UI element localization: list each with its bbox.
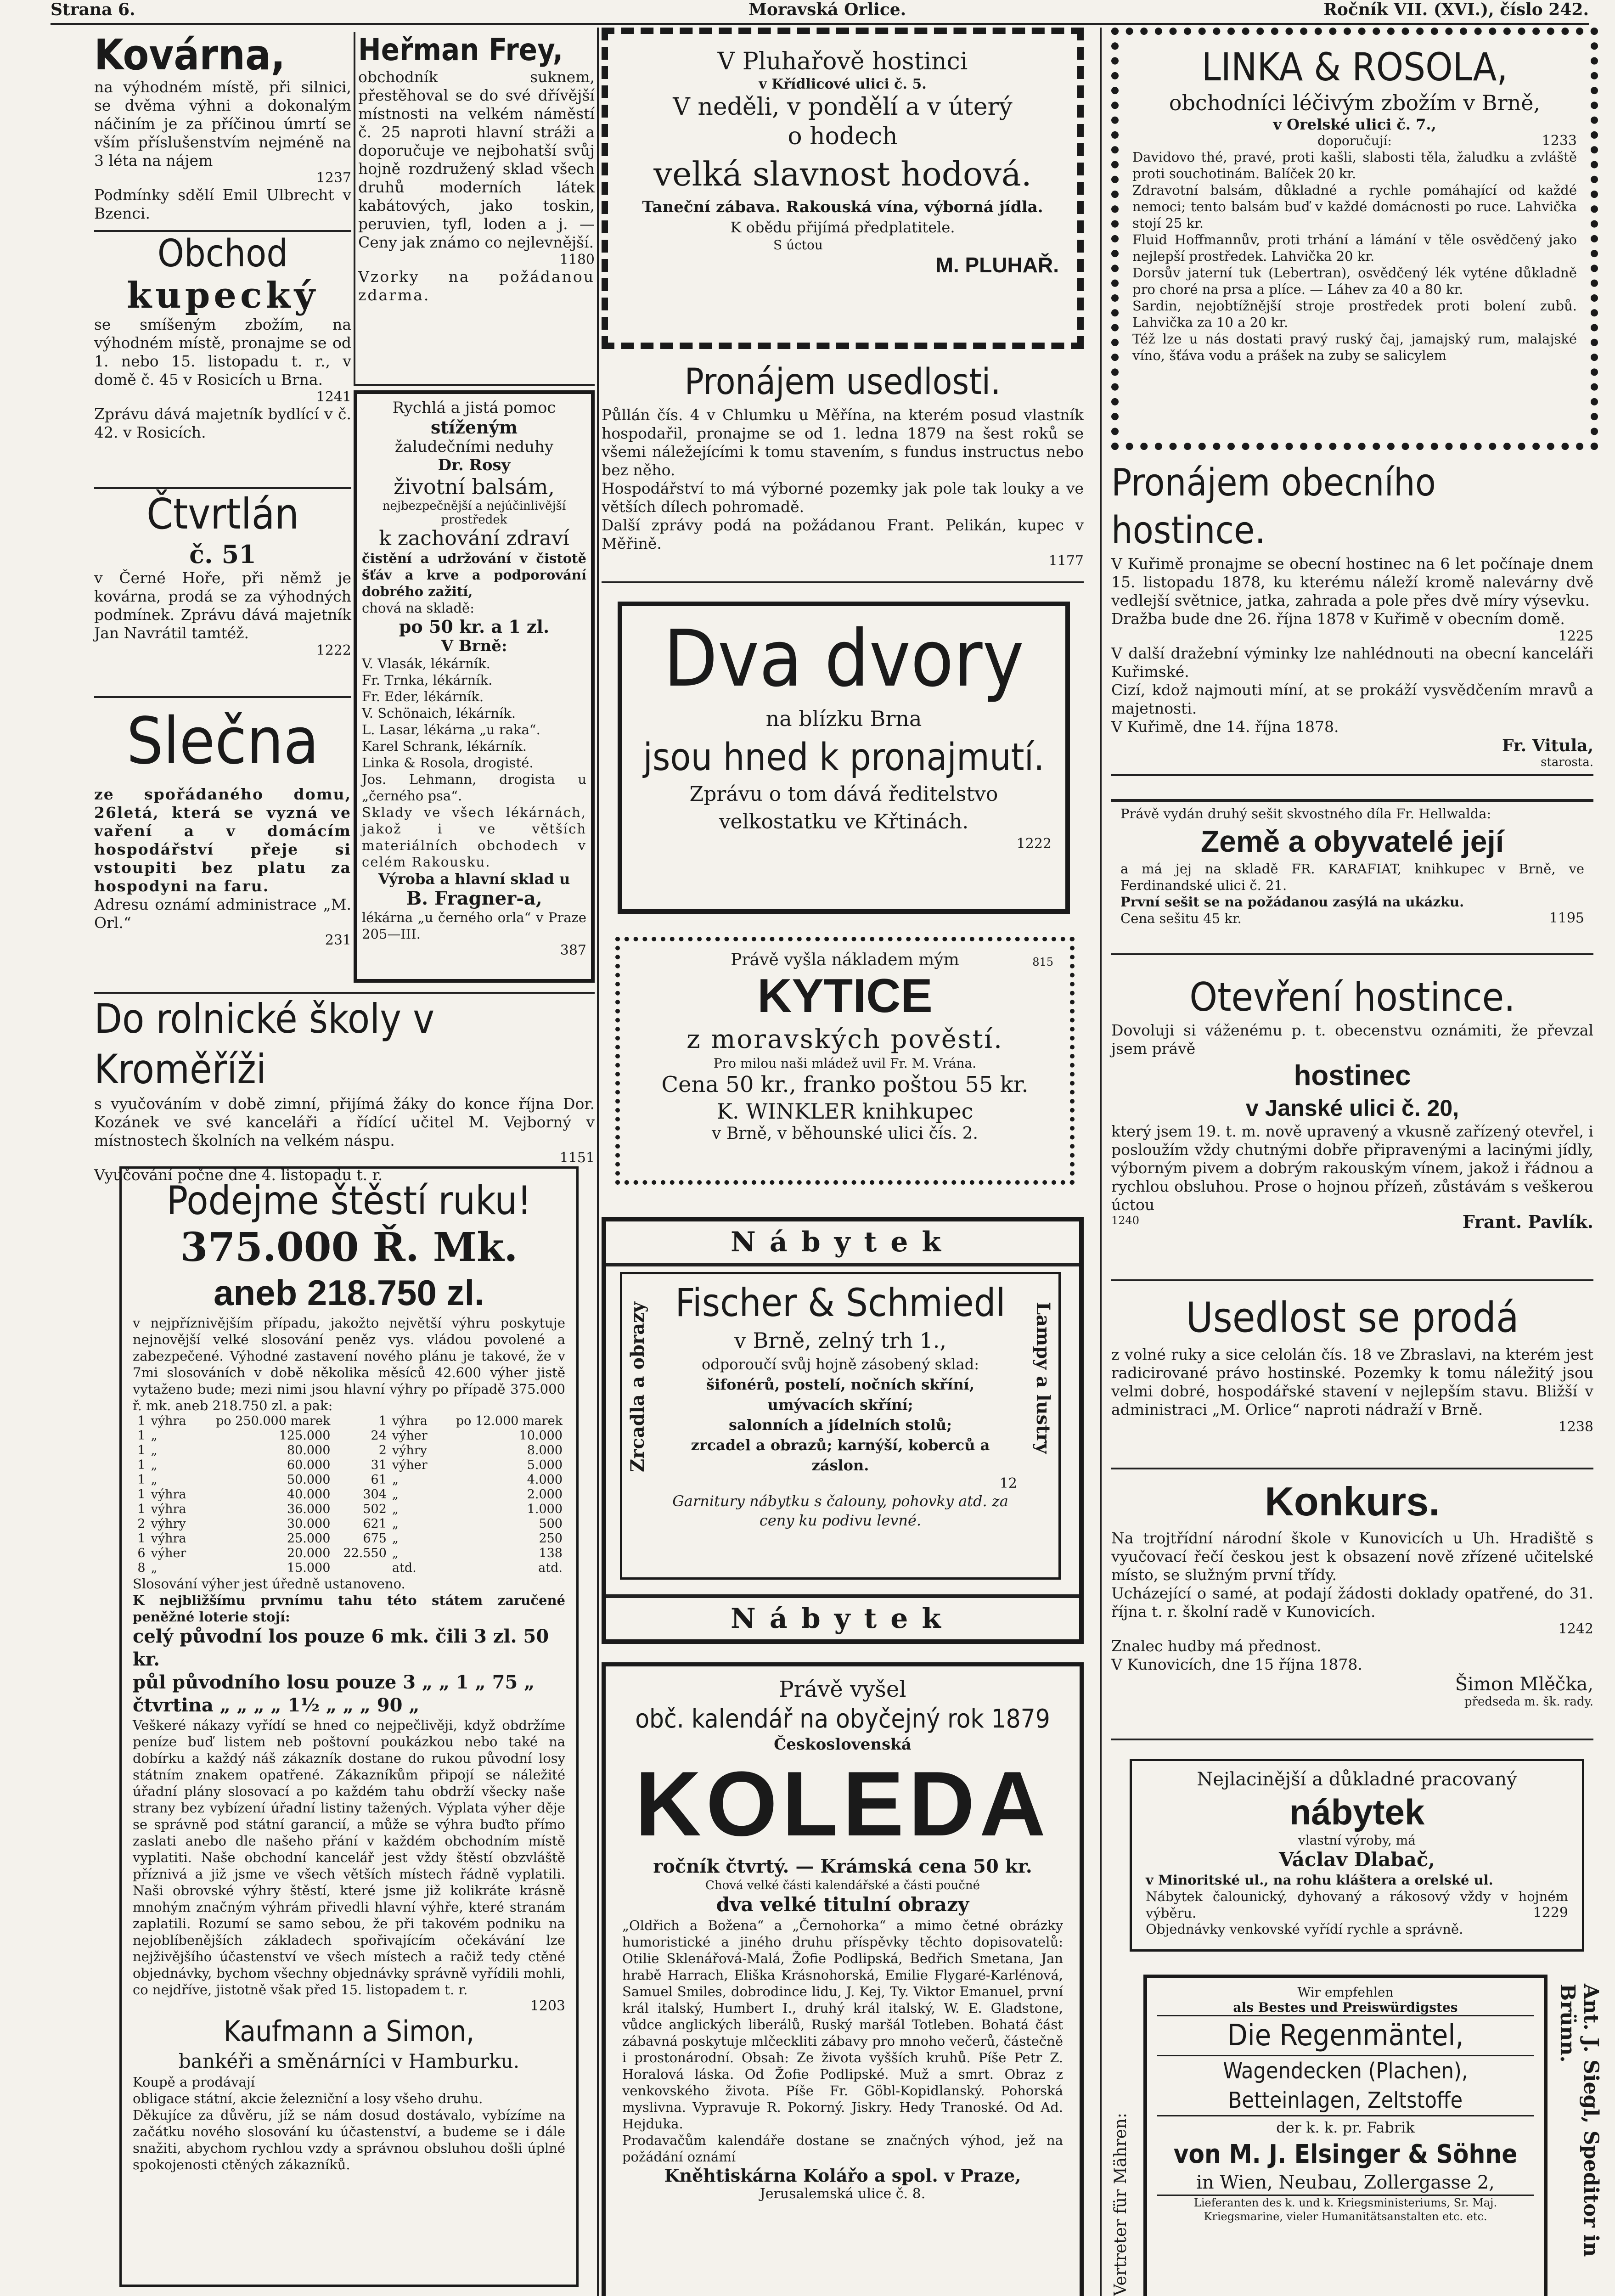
otevreni-sign: Frant. Pavlík. (1462, 1211, 1593, 1232)
elsinger-l5: der k. k. pr. Fabrik (1276, 2119, 1415, 2136)
lottery-win-row (133, 1546, 565, 1561)
slecna-num: 231 (325, 932, 351, 948)
lottery-win-cell: 5.000 (527, 1458, 563, 1472)
hostinec-date: V Kuřimě, dne 14. října 1878. (1111, 718, 1339, 736)
elsinger-l6: von M. J. Elsinger & Söhne (1173, 2139, 1518, 2169)
obchod-contact: Zprávu dává majetník bydlící v č. 42. v Rosicích. (94, 405, 351, 441)
balsam-dealer: V. Vlasák, lékárník. (362, 656, 490, 671)
elsinger-l7: in Wien, Neubau, Zollergasse 2, (1196, 2172, 1495, 2193)
koleda-l9: Jerusalemská ulice č. 8. (760, 2186, 926, 2202)
lottery-deal2: obligace státní, akcie železniční a losy všeho druhu. (133, 2091, 483, 2106)
lottery-win-cell: 1 (137, 1414, 146, 1428)
paper-title: Moravská Orlice. (748, 0, 906, 19)
lottery-thanks: Děkujíce za důvěru, jíž se nám dosud dostávalo, vybízíme na začátku nového slosování ku účastenství, a budeme se i dále snažiti, abychom rychlou vzdy a správnou obsluhou došli úplné spokojenosti ctěných zákazníků. (133, 2107, 565, 2172)
lottery-win-cell: výhra (151, 1531, 186, 1546)
otevreni-num: 1240 (1111, 1214, 1140, 1227)
rolnicka-start: Vyučování počne dne 4. listopadu t. r. (94, 1166, 383, 1184)
kytice-l6: v Brně, v běhounské ulici čís. 2. (712, 1124, 978, 1143)
nabytek-l1: odporoučí svůj hojně zásobený sklad: (701, 1356, 979, 1373)
nabytek-l4: zrcadel a obrazů; karnýší, koberců a záslon. (691, 1436, 990, 1474)
lottery-win-cell: 304 (363, 1487, 387, 1502)
lottery-win-cell: 250 (539, 1531, 563, 1546)
balsam-l5: životní balsám, (394, 474, 555, 499)
linka-l3: doporučují: (1317, 133, 1392, 148)
usedlost-body3: Další zprávy podá na požádanou Frant. Pelikán, kupec v Měřině. (602, 516, 1084, 552)
hostinec-num: 1225 (1558, 628, 1593, 644)
lottery-win-cell: 80.000 (287, 1443, 331, 1458)
lottery-win-cell: 31 (371, 1458, 387, 1472)
lottery-win-cell: 500 (539, 1517, 563, 1531)
lottery-win-cell: atd. (538, 1561, 563, 1575)
column-1 (94, 32, 351, 955)
lottery-win-cell: 4.000 (527, 1473, 563, 1487)
lottery-win-cell: 61 (371, 1473, 387, 1487)
usedlost-title: Pronájem usedlosti. (684, 361, 1001, 403)
otevreni-body2: který jsem 19. t. m. nově upravený a vkusně zařízený otevřel, i posloužím vždy chutnými dobře připravenými a lacinými jídly, výborným pivem a dobrým rakouským vínem, jakož i řádnou a rychlou obsluhou. Prose o hojnou přízeň, zůstávám s veškerou úctou (1111, 1122, 1593, 1214)
nabytek-band-bottom: Nábytek (606, 1594, 1079, 1639)
column-2 (354, 32, 595, 983)
balsam-dealer: Fr. Eder, lékárník. (362, 689, 484, 704)
lottery-win-cell: výhra (151, 1502, 186, 1516)
lottery-win-cell: výhra (151, 1487, 186, 1502)
hostinec-sign2: starosta. (1541, 755, 1593, 769)
lottery-title: Podejme štěstí ruku! (166, 1178, 532, 1224)
linka-item: Fluid Hoffmannův, proti trhání a lámání v těle osvědčený jako nejlepší prostředek. Lahvička 20 kr. (1132, 232, 1577, 264)
lottery-win-cell: 125.000 (279, 1429, 331, 1443)
lottery-win-cell: „ (392, 1502, 399, 1516)
ad-dvory (618, 602, 1070, 914)
column-divider (597, 28, 599, 2296)
obchod-title: Obchod (157, 232, 288, 276)
lottery-win-cell: „ (151, 1429, 158, 1443)
ad-konkurs (1111, 1474, 1593, 1740)
zeme-l1: Právě vydán druhý sešit skvostného díla Fr. Hellwalda: (1120, 806, 1491, 822)
dvory-l4: Zprávu o tom dává ředitelstvo velkostatku ve Křtinách. (689, 782, 998, 833)
lottery-win-cell: 20.000 (287, 1546, 331, 1560)
lottery-win-cell: „ (151, 1473, 158, 1487)
koleda-l2: obč. kalendář na obyčejný rok 1879 (635, 1704, 1050, 1734)
lottery-body: Veškeré nákazy vyřídí se hned co nejpečlivěji, když obdržíme peníze buď listem neb poštovní poukázkou nebo také na dobírku a každý náš zákazník dostane do rukou původní losy státním znakem opatřené. Zákazníkům připojí se náležité úřadní plány slosovací a po každém tahu obdrží všecky naše strany bez vybízení úřadní listiny tažených. Výplata výher děje se správně pod státní garancií, a může se výhra buďto přímo zaslati anebo dle našeho přání v každém obchodním místě vyplatiti. Naše obchodní kancelář jest vždy štěstí obzvláště příznivá a již jsme ve všech větších místech řádně vyplatili. Naši obrovské výhry štěstí, které jsme již kolikráte krásně mnohým značným výhrám přivedli hlavní výhře, které stranám zaplatili. Rozumí se samo sebou, že při takovém podniku na nejoblíbenějších základech spořivajícím očekávání lze nejživějšího účastenství ve všech místech a račiž tedy ctěné objednávky, bychom všechny objednávky správně vyřídili mohli, co nejdříve, jistotně však před 15. listopadem t. r. (133, 1717, 565, 1998)
hostinec-body: V Kuřimě pronajme se obecní hostinec na 6 let počínaje dnem 15. listopadu 1878, ku kterému náleží kromě nalevárny dvě vedlejší světnice, jatka, zahrada a pole přes dvě míry výsevku. (1111, 555, 1593, 609)
nabytek-inner (620, 1272, 1061, 1580)
obchod-title2: kupecký (127, 275, 319, 316)
lottery-win-cell: 2 (378, 1443, 387, 1458)
koleda-l8: Kněhtiskárna Kolářo a spol. v Praze, (664, 2165, 1021, 2186)
koleda-l5: Chová velké části kalendářské a části poučné (705, 1879, 980, 1892)
balsam-maker: Výroba a hlavní sklad u (378, 870, 570, 888)
lottery-win-cell: 138 (539, 1546, 563, 1560)
lottery-draw: Slosování výher jest úředně ustanoveno. (133, 1576, 405, 1592)
otevreni-title: Otevření hostince. (1189, 974, 1515, 1020)
nabytek-l5: Garnitury nábytku s čalouny, pohovky atd. za ceny ku podivu levné. (672, 1492, 1008, 1529)
lottery-win-cell: výher (392, 1458, 428, 1472)
ad-ctvrtlan (94, 489, 351, 698)
nabytek-left-label: Zrcadla a obrazy (627, 1302, 648, 1472)
ad-otevreni (1111, 974, 1593, 1281)
balsam-dealer: Fr. Trnka, lékárník. (362, 672, 493, 688)
lottery-win-cell: „ (151, 1443, 158, 1458)
lottery-win-cell: 8.000 (527, 1443, 563, 1458)
kovarna-title: Kovárna, (94, 30, 286, 79)
kovarna-num: 1237 (316, 170, 351, 186)
balsam-dealer: Jos. Lehmann, drogista u „černého psa“. (362, 771, 586, 804)
balsam-dealer: V. Schönaich, lékárník. (362, 705, 516, 721)
lottery-win-row (133, 1487, 565, 1502)
ctvrtlan-title: Čtvrtlán (146, 490, 299, 539)
kovarna-body: na výhodném místě, při silnici, se dvěma výhni a dokonalým náčiním je za příčinou úmrtí se vším příslušenstvím nejméně na 3 léta na nájem (94, 78, 351, 169)
ad-usedlost (602, 358, 1084, 583)
slecna-contact: Adresu oznámí administrace „M. Orl.“ (94, 895, 351, 932)
dlabac-l5: Objednávky venkovské vyřídí rychle a správně. (1146, 1921, 1463, 1937)
koleda-title: KOLEDA (635, 1753, 1051, 1855)
lottery-win-cell: výhra (151, 1414, 186, 1428)
balsam-addr: lékárna „u černého orla“ v Praze 205—III. (362, 910, 586, 942)
koleda-l1: Právě vyšel (779, 1677, 906, 1702)
lottery-win-cell: výher (392, 1429, 428, 1443)
elsinger-l2: als Bestes und Preiswürdigstes (1157, 2000, 1534, 2016)
obchod-body: se smíšeným zbožím, na výhodném místě, pronajme se od 1. nebo 15. listopadu t. r., v domě č. 45 v Rosicích u Brna. (94, 315, 351, 388)
rolnicka-title: Do rolnické školy v Kroměříži (94, 995, 435, 1093)
elsinger-l8: Lieferanten des k. und k. Kriegsministeriums, Sr. Maj. Kriegsmarine, vieler Humanitätsanstalten etc. etc. (1157, 2195, 1534, 2223)
frey-samples: Vzorky na požádanou zdarma. (358, 268, 595, 304)
dlabac-l3: v Minoritské ul., na rohu kláštera a orelské ul. (1146, 1872, 1493, 1888)
pluhar-l5: velká slavnost hodová. (653, 155, 1032, 193)
lottery-win-cell: výhra (392, 1414, 428, 1428)
lottery-bank: K nejbližšímu prvnímu tahu této státem zaručené peněžné loterie stojí: (133, 1593, 565, 1625)
lottery-num: 1203 (530, 1998, 565, 2014)
lottery-win-row (133, 1531, 565, 1546)
dvory-title: Dva dvory (663, 613, 1024, 704)
linka-l4: Též lze u nás dostati pravý ruský čaj, jamajský rum, malajské víno, šťáva vodu a prášek na zuby se salicylem (1132, 331, 1577, 363)
balsam-dealer: L. Lasar, lékárna „u raka“. (362, 722, 540, 737)
balsam-l9: chová na skladě: (362, 600, 474, 616)
lottery-win-cell: „ (392, 1517, 399, 1531)
ad-lottery (119, 1166, 579, 2287)
nabytek-right-label: Lampy a lustry (1032, 1302, 1054, 1454)
lottery-win-row (133, 1502, 565, 1517)
zeme-l4: Cena sešitu 45 kr. (1120, 911, 1242, 926)
dvory-l2: na blízku Brna (765, 706, 922, 731)
elsinger-l4: Wagendecken (Plachen), Betteinlagen, Zeltstoffe (1157, 2055, 1534, 2116)
dlabac-l1: Nejlacinější a důkladné pracovaný (1197, 1769, 1517, 1790)
lottery-win-cell: 40.000 (287, 1487, 331, 1502)
balsam-warehouses: Sklady ve všech lékárnách, jakož i ve větších materiálních obchodech v celém Rakousku. (362, 805, 586, 870)
kovarna-contact: Podmínky sdělí Emil Ulbrecht v Bzenci. (94, 186, 351, 222)
lottery-win-cell: výhry (151, 1517, 186, 1531)
dvory-l3: jsou hned k pronajmutí. (643, 736, 1045, 779)
linka-item: Zdravotní balsám, důkladné a rychle pomáhající od každé nemoci; tento balsám buď v každé domácnosti po ruce. Lahvička stojí 25 kr. (1132, 182, 1577, 231)
koleda-body: „Oldřich a Božena“ a „Černohorka“ a mimo četné obrázky humoristické a jiného druhu příspěvky těchto dopisovatelů: Otilie Sklenářová-Malá, Žofie Podlipská, Bedřich Smetana, Jan hrabě Harrach, Eliška Krásnohorská, Emilie Flygaré-Karlénová, Samuel Smiles, dobrodince lidu, J. Kej, Ty. Viktor Emanuel, první král italský, Humbert I., druhý král italský, W. E. Gladstone, vůdce anglických liberálů, Ruský maršál Totleben. Bohatá část zábavná poskytuje mlčeckliti zábavy pro mnoho večerů, částečně i prostonárodní. Obsah: Ze života vyšších kruhů. Píše Petr Z. Horalová láska. Od Žofie Podlipské. Muž a smrt. Obraz z venkovského života. Píše Fr. Göbl-Kopidlanský. Pohorská myslivna. Vypravuje R. Pokorný. Jiskry. Hedy Tranoské. Od Ad. Hejduka. (622, 1918, 1063, 2132)
ad-pluhar (602, 28, 1084, 349)
lottery-price-half: půl původního losu pouze 3 „ „ 1 „ 75 „ (133, 1671, 535, 1693)
lottery-win-cell: „ (392, 1487, 399, 1502)
page-number: Strana 6. (51, 0, 135, 19)
lottery-win-cell: 24 (371, 1429, 387, 1443)
kytice-l2: z moravských pověstí. (687, 1024, 1003, 1054)
balsam-num: 387 (560, 942, 586, 958)
ad-dlabac (1130, 1759, 1584, 1952)
ad-linka (1111, 28, 1598, 450)
column-divider (1100, 28, 1102, 2296)
frey-title: Heřman Frey, (358, 32, 563, 68)
lottery-win-cell: 25.000 (287, 1531, 331, 1546)
lottery-win-cell: po 12.000 marek (456, 1414, 563, 1428)
konkurs-body2: Ucházející o samé, at podají žádosti doklady opatřené, do 31. října t. r. školní radě v Kunovicích. (1111, 1584, 1593, 1621)
konkurs-title: Konkurs. (1265, 1479, 1440, 1524)
linka-item: Davidovo thé, pravé, proti kašli, slabosti těla, žaludku a zvláště proti souchotinám. Balíček 20 kr. (1132, 149, 1577, 181)
otevreni-addr: v Janské ulici č. 20, (1245, 1095, 1459, 1121)
ad-hostinec (1111, 459, 1593, 776)
kytice-num: 815 (1032, 956, 1053, 968)
slecna-title: Slečna (126, 704, 319, 779)
lottery-win-cell: 1 (137, 1443, 146, 1458)
linka-l1: obchodníci léčivým zbožím v Brně, (1169, 90, 1541, 115)
lottery-win-cell: „ (392, 1531, 399, 1546)
lottery-win-cell: 60.000 (287, 1458, 331, 1472)
ad-elsinger (1111, 1975, 1603, 2296)
lottery-win-cell: „ (151, 1561, 158, 1575)
zeme-l3: První sešit se na požádanou zasýlá na ukázku. (1120, 894, 1464, 910)
kytice-title: KYTICE (757, 969, 933, 1023)
elsinger-box (1143, 1975, 1547, 2296)
zeme-num: 1195 (1549, 910, 1584, 926)
lottery-win-cell: výhry (392, 1443, 427, 1458)
balsam-l1: Rychlá a jistá pomoc (392, 399, 556, 417)
konkurs-body: Na trojtřídní národní škole v Kunovicích u Uh. Hradiště s vyučovací řečí českou jest k obsazení nově zřízené učitelské místo, se služným první třídy. (1111, 1529, 1593, 1584)
hostinec-body4: Cizí, kdož najmouti míní, at se prokáží vysvědčením mravů a majetnosti. (1111, 681, 1593, 717)
kytice-l5: K. WINKLER knihkupec (716, 1099, 974, 1124)
konkurs-body3: Znalec hudby má přednost. (1111, 1637, 1322, 1655)
ad-zeme (1111, 799, 1593, 955)
balsam-l4: Dr. Rosy (438, 456, 511, 474)
lottery-win-cell: výher (151, 1546, 186, 1560)
balsam-l7: k zachování zdraví (379, 527, 569, 550)
lottery-win-cell: 30.000 (287, 1517, 331, 1531)
lottery-bankers: Kaufmann a Simon, (224, 2015, 474, 2048)
lottery-win-row (133, 1443, 565, 1458)
koleda-l6: dva velké titulní obrazy (716, 1893, 969, 1916)
lottery-win-cell: „ (392, 1546, 399, 1560)
ad-frey (354, 32, 595, 386)
ctvrtlan-sub: č. 51 (189, 540, 256, 569)
prodej-num: 1238 (1558, 1419, 1593, 1435)
elsinger-left-label: Vertreter für Mähren: (1111, 2112, 1130, 2296)
pluhar-l4: o hodech (788, 123, 898, 150)
lottery-win-cell: atd. (392, 1561, 416, 1575)
koleda-l4: ročník čtvrtý. — Krámská cena 50 kr. (653, 1856, 1032, 1877)
lottery-win-row (133, 1458, 565, 1473)
balsam-dealer: Linka & Rosola, drogisté. (362, 755, 534, 771)
balsam-l8: čistění a udržování v čistotě šťáv a krve a podporování dobrého zažití, (362, 551, 586, 599)
balsam-city: V Brně: (441, 637, 507, 655)
ad-nabytek (602, 1217, 1084, 1644)
pluhar-l1: V Pluhařově hostinci (717, 48, 968, 75)
otevreni-body: Dovoluji si váženému p. t. obecenstvu oznámiti, že převzal jsem právě (1111, 1021, 1593, 1058)
balsam-price: po 50 kr. a 1 zl. (399, 616, 550, 637)
balsam-dealer-list (362, 655, 586, 804)
konkurs-sign: Šimon Mlěčka, (1455, 1674, 1593, 1695)
nabytek-l2: šifonérů, postelí, nočních skříní, umývacích skříní; (706, 1376, 974, 1413)
koleda-l3: Československá (774, 1735, 912, 1754)
lottery-win-cell: 1 (137, 1473, 146, 1487)
lottery-win-cell: 50.000 (287, 1473, 331, 1487)
lottery-win-cell: 10.000 (519, 1429, 563, 1443)
balsam-l2: stíženým (430, 417, 518, 438)
ad-prodej (1111, 1290, 1593, 1469)
lottery-win-row (133, 1429, 565, 1443)
kytice-l3: Pro milou naši mládež uvil Fr. M. Vrána. (713, 1056, 977, 1071)
linka-num: 1233 (1542, 133, 1577, 149)
lottery-win-cell: „ (392, 1473, 399, 1487)
slecna-body: ze spořádaného domu, 26letá, která se vyzná ve vaření a v domácím hospodářství přeje si vstoupiti bez platu za hospodyni na faru. (94, 785, 351, 895)
lottery-win-row (133, 1473, 565, 1487)
lottery-win-cell: 1 (137, 1531, 146, 1546)
lottery-price-full: celý původní los pouze 6 mk. čili 3 zl. 50 kr. (133, 1626, 549, 1670)
dlabac-title: nábytek (1289, 1792, 1425, 1832)
balsam-dealer: Karel Schrank, lékárník. (362, 738, 527, 754)
lottery-win-row (133, 1517, 565, 1531)
hostinec-body3: V další dražební výminky lze nahlédnouti na obecní kanceláři Kuřimské. (1111, 644, 1593, 681)
lottery-win-cell: 502 (363, 1502, 387, 1516)
rolnicka-body: s vyučováním v době zimní, přijímá žáky do konce října Dor. Kozánek ve své kanceláři a řídící učitel M. Vejborný v místnostech školních na velkém náspu. (94, 1095, 595, 1149)
pluhar-l6: Taneční zábava. Rakouská vína, výborná jídla. (642, 198, 1043, 216)
lottery-win-row (133, 1561, 565, 1576)
konkurs-num: 1242 (1558, 1621, 1593, 1637)
hostinec-sign: Fr. Vitula, (1502, 736, 1593, 755)
elsinger-l1: Wir empfehlen (1297, 1985, 1394, 2000)
elsinger-right-label: Ant. J. Siegl, Speditor in Brünn. (1556, 1984, 1603, 2257)
ad-rolnicka (94, 992, 595, 1184)
linka-l2: v Orelské ulici č. 7., (1273, 116, 1436, 133)
pluhar-l3: V neděli, v pondělí a v úterý (673, 93, 1013, 121)
hostinec-title: Pronájem obecního hostince. (1111, 461, 1436, 552)
frey-body: obchodník suknem, přestěhoval se do své dřívější místnosti na velkém náměstí č. 25 naproti hlavní stráži a doporučuje ve nejbohatší svůj hojně rozdružený sklad všech druhů moderních látek kabátových, jako toskin, peruvien, tyfl, loden a j. — Ceny jak známo co nejlevnější. (358, 68, 595, 251)
ad-kovarna (94, 32, 351, 232)
nabytek-num: 12 (999, 1475, 1017, 1491)
prodej-title: Usedlost se prodá (1186, 1294, 1519, 1342)
hostinec-body2: Dražba bude dne 26. října 1878 v Kuřimě v obecním domě. (1111, 610, 1565, 628)
lottery-win-cell: 8 (137, 1561, 146, 1575)
usedlost-body2: Hospodářství to má výborné pozemky jak pole tak louky a ve větších dílech pohromadě. (602, 479, 1084, 516)
lottery-intro: v nejpříznivějším případu, jakožto největší výhru poskytuje nejnovější velké slosování peněz vys. vládou povolené a zabezpečené. Výhodné zastavení nového plánu je takové, že v 7mi slosováních v době několika měsíců 42.600 výher jistě vytaženo bude; mezi nimi jsou hlavní výhry po případě 375.000 ř. mk. aneb 218.750 zl. a pak: (133, 1315, 565, 1413)
lottery-price-quarter: čtvrtina „ „ „ „ 1½ „ „ „ 90 „ (133, 1694, 420, 1716)
ad-kytice (615, 937, 1075, 1185)
lottery-win-cell: 36.000 (287, 1502, 331, 1516)
lottery-win-cell: 15.000 (287, 1561, 331, 1575)
pluhar-l8: S úctou (773, 237, 823, 253)
usedlost-body: Půllán čís. 4 v Chlumku u Měřína, na kterém posud vlastník hospodařil, pronajme se od 1. ledna 1879 na šest roků se všemi náležejícími k tomu stavením, s fundus instructus nebo bez něho. (602, 406, 1084, 479)
lottery-win-cell: 1 (137, 1502, 146, 1516)
elsinger-l3: Die Regenmäntel, (1227, 2019, 1464, 2053)
nabytek-band-top: Nábytek (606, 1221, 1079, 1266)
lottery-win-cell: 1 (378, 1414, 387, 1428)
lottery-win-cell: 1 (137, 1429, 146, 1443)
lottery-win-cell: 2 (137, 1517, 146, 1531)
ad-koleda (602, 1662, 1084, 2296)
lottery-alt: aneb 218.750 zl. (214, 1272, 484, 1313)
dlabac-l4: Nábytek čalounický, dyhovaný a rákosový vždy v hojném výběru. (1146, 1889, 1568, 1921)
zeme-l2: a má jej na skladě FR. KARAFIAT, knihkupec v Brně, ve Ferdinandské ulici č. 21. (1120, 861, 1584, 893)
pluhar-l2: v Křídlicové ulici č. 5. (759, 76, 927, 92)
ad-slecna (94, 698, 351, 955)
dlabac-l2: vlastní výroby, má (1298, 1833, 1416, 1848)
frey-num: 1180 (559, 252, 595, 268)
nabytek-firm: Fischer & Schmiedl (675, 1280, 1006, 1325)
konkurs-date: V Kunovicích, dne 15 října 1878. (1111, 1655, 1362, 1673)
obchod-num: 1241 (316, 389, 351, 405)
ad-balsam (354, 390, 595, 983)
linka-item: Sardin, nejobtížnější stroje prostředek proti bolení zubů. Lahvička za 10 a 20 kr. (1132, 298, 1577, 330)
lottery-deal: Koupě a prodávají (133, 2074, 255, 2090)
lottery-win-cell (333, 1561, 389, 1576)
ctvrtlan-body: v Černé Hoře, při němž je kovárna, prodá se za výhodných podmínek. Zprávu dává majetník Jan Navrátil tamtéž. (94, 569, 351, 642)
lottery-win-cell: 1.000 (527, 1502, 563, 1516)
prodej-body: z volné ruky a sice celolán čís. 18 ve Zbraslavi, na kterém jest radicirované právo hostinské. Pozemky k tomu náležitý jsou velmi dobré, hospodářské stavení v nejlepším stavu. Bližší v administraci „M. Orlice“ naproti nádraží v Brně. (1111, 1345, 1593, 1418)
balsam-l3: žaludečními neduhy (394, 438, 554, 456)
lottery-bankers2: bankéři a směnárníci v Hamburku. (178, 2050, 520, 2072)
lottery-win-row (133, 1414, 565, 1429)
ctvrtlan-num: 1222 (316, 642, 351, 658)
lottery-win-table (133, 1414, 565, 1576)
lottery-win-cell: po 250.000 marek (216, 1414, 331, 1428)
lottery-win-cell: 6 (137, 1546, 146, 1560)
linka-item: Dorsův jaterní tuk (Lebertran), osvědčený lék vyténe důkladně pro choré na prsa a plíce. — Láhev za 40 a 80 kr. (1132, 265, 1577, 297)
dlabac-num: 1229 (1533, 1905, 1568, 1921)
dvory-num: 1222 (1016, 836, 1052, 852)
lottery-win-cell: 1 (137, 1487, 146, 1502)
lottery-win-cell: 675 (363, 1531, 387, 1546)
rolnicka-num: 1151 (559, 1150, 595, 1166)
lottery-win-cell: 2.000 (527, 1487, 563, 1502)
kytice-l1: Právě vyšla nákladem mým (731, 951, 959, 969)
pluhar-l7: K obědu přijímá předplatitele. (730, 219, 955, 236)
otevreni-word: hostinec (1294, 1060, 1411, 1092)
usedlost-num: 1177 (1048, 553, 1084, 569)
zeme-title: Země a obyvatelé její (1200, 824, 1504, 858)
lottery-win-cell: „ (151, 1458, 158, 1472)
nabytek-l3: salonních a jídelních stolů; (728, 1416, 952, 1434)
lottery-win-cell: 1 (137, 1458, 146, 1472)
pluhar-sign: M. PLUHAŘ. (935, 253, 1059, 277)
page-header (51, 0, 1589, 25)
issue-info: Ročník VII. (XVI.), číslo 242. (1323, 0, 1589, 19)
lottery-amount: 375.000 Ř. Mk. (180, 1224, 518, 1271)
lottery-win-cell: 22.550 (343, 1546, 387, 1560)
kytice-l4: Cena 50 kr., franko poštou 55 kr. (661, 1072, 1029, 1097)
lottery-win-cell: 621 (363, 1517, 387, 1531)
ad-obchod (94, 232, 351, 489)
nabytek-addr: v Brně, zelný trh 1., (734, 1328, 947, 1353)
linka-title: LINKA & ROSOLA, (1201, 45, 1508, 90)
balsam-maker2: B. Fragner-a, (406, 888, 542, 909)
balsam-l6: nejbezpečnější a nejúčinlivější prostředek (382, 499, 566, 527)
koleda-l7: Prodavačům kalendáře dostane se značných výhod, jež na požádání oznámí (622, 2133, 1063, 2165)
konkurs-sign2: předseda m. šk. rady. (1464, 1695, 1593, 1709)
dlabac-name: Václav Dlabač, (1278, 1848, 1435, 1871)
